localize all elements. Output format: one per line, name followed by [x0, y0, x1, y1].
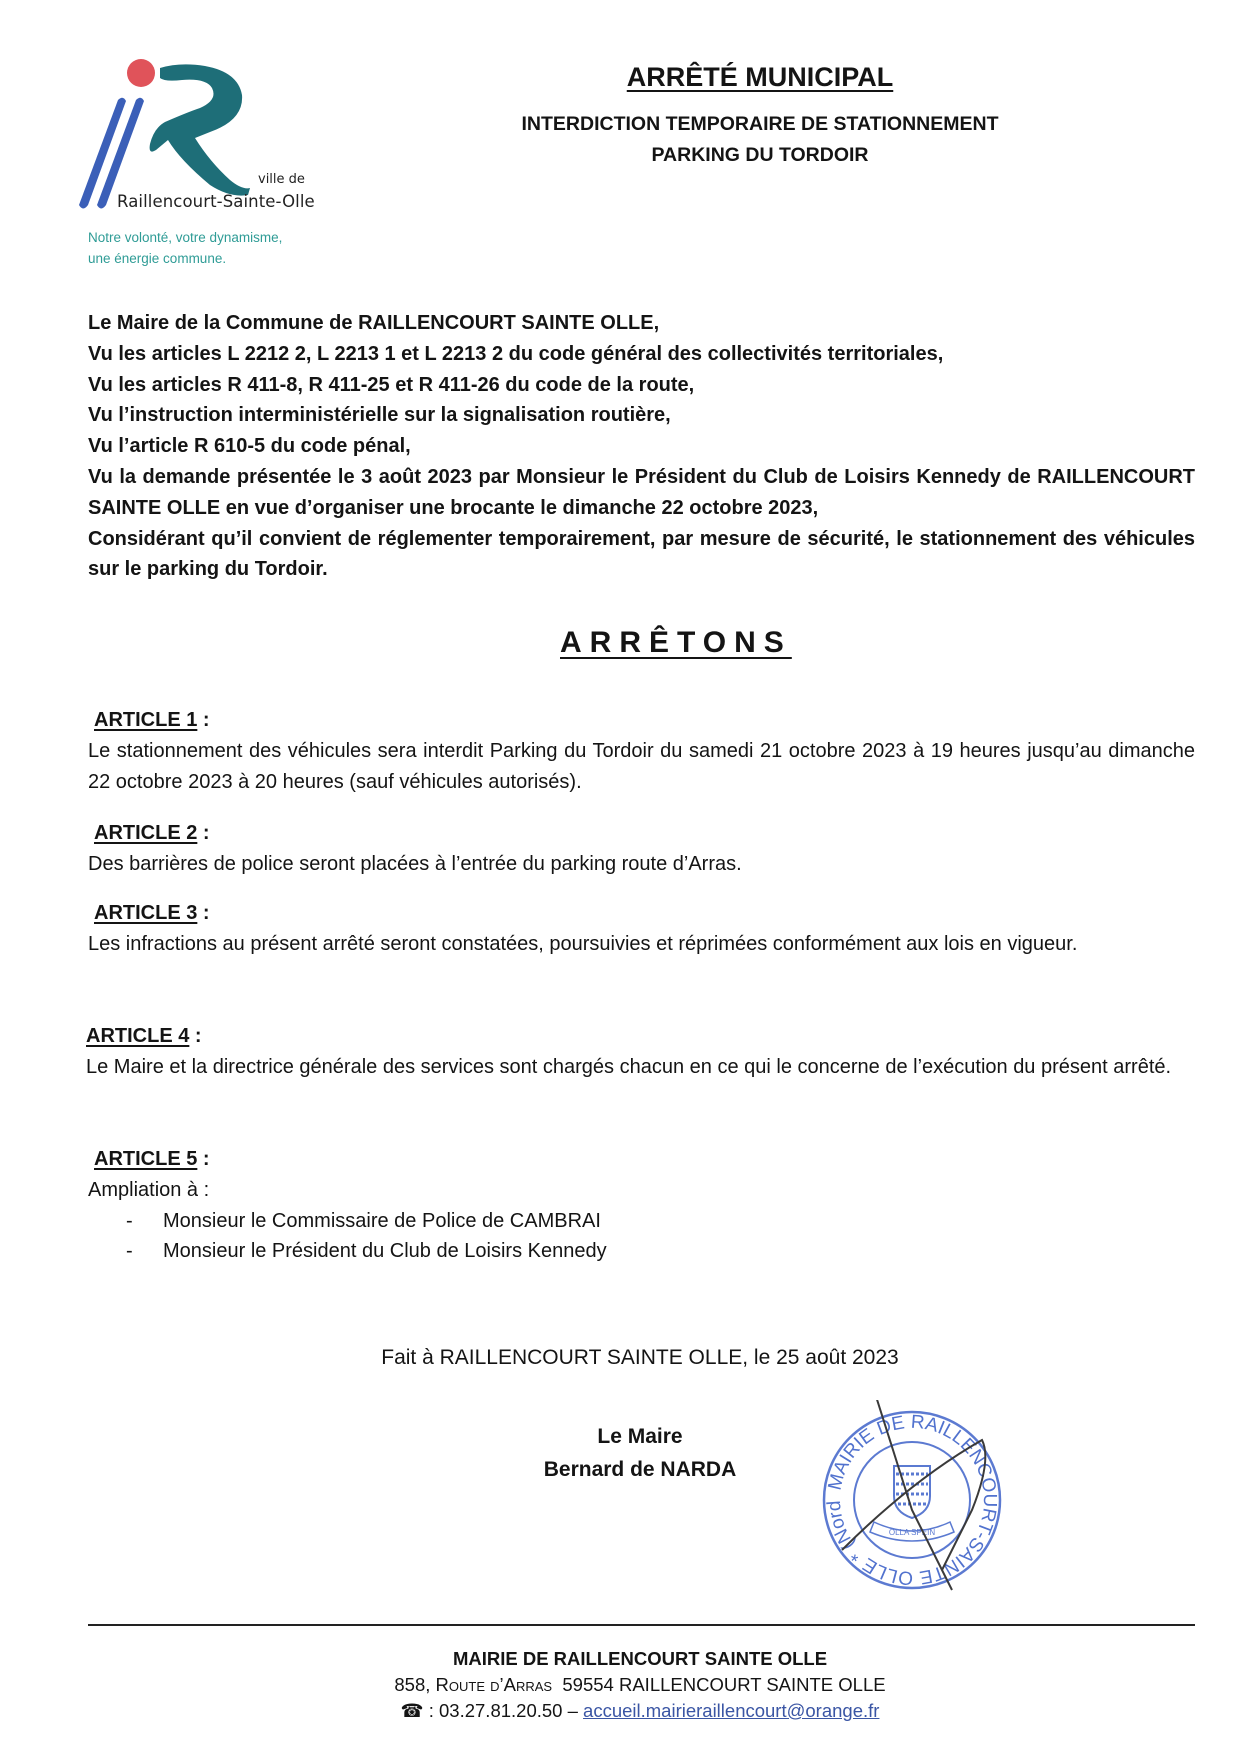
footer-contact: [200, 1700, 1080, 1722]
decision-heading: [560, 626, 792, 660]
slogan-line-2: une énergie commune.: [88, 251, 227, 266]
decision-heading-text: ARRÊTONS: [560, 626, 792, 659]
article-heading: [76, 1021, 1195, 1052]
address-city: 59554 RAILLENCOURT SAINTE OLLE: [552, 1674, 886, 1695]
preamble: [88, 308, 1195, 585]
article-label: ARTICLE 1: [94, 709, 198, 731]
list-item-text: Monsieur le Président du Club de Loisirs Kennedy: [163, 1240, 607, 1263]
stamp-ring-text: MAIRIE DE RAILLENCOURT-SAINTE OLLE * (Nord: [823, 1411, 1001, 1589]
logo-town-name: Raillencourt-Sainte-Olle: [117, 192, 315, 211]
preamble-line: Le Maire de la Commune de RAILLENCOURT SAINTE OLLE,: [88, 312, 660, 334]
footer-org: MAIRIE DE RAILLENCOURT SAINTE OLLE: [452, 1648, 828, 1669]
article-colon: :: [197, 822, 210, 844]
official-stamp: [812, 1400, 1012, 1600]
article-colon: :: [197, 709, 210, 731]
article-label: ARTICLE 3: [94, 902, 198, 924]
logo-ville-de: ville de: [258, 172, 305, 187]
place-and-date: Fait à RAILLENCOURT SAINTE OLLE, le 25 août 2023: [381, 1346, 899, 1369]
signatory-name: Bernard de NARDA: [543, 1458, 737, 1481]
article-1: [88, 705, 1195, 797]
article-colon: :: [189, 1025, 202, 1047]
list-bullet: -: [126, 1240, 133, 1263]
article-heading: [88, 1144, 1195, 1175]
article-heading: [88, 818, 1195, 849]
stamp-motto: OLLA SPEIN: [888, 1528, 936, 1537]
footer-phone: : 03.27.81.20.50 –: [423, 1700, 584, 1721]
footer-divider: [88, 1624, 1195, 1626]
article-label: ARTICLE 4: [86, 1025, 190, 1047]
address-street: Route d’Arras: [435, 1674, 553, 1695]
stamp-seal-icon: [812, 1400, 1012, 1600]
article-heading: [88, 898, 1195, 929]
article-body: Le Maire et la directrice générale des services sont chargés chacun en ce qui le concerne de l’exécution du présent arrêté.: [86, 1055, 1172, 1078]
article-body: Des barrières de police seront placées à l’entrée du parking route d’Arras.: [88, 852, 742, 875]
article-2: [88, 818, 1195, 880]
slogan-line-1: Notre volonté, votre dynamisme,: [88, 230, 283, 245]
distribution-list-item: [88, 1206, 1195, 1237]
preamble-line: Vu les articles L 2212 2, L 2213 1 et L 2213 2 du code général des collectivités territoriales,: [88, 342, 944, 365]
preamble-line: Vu l’article R 610-5 du code pénal,: [88, 435, 411, 458]
preamble-line: Vu les articles R 411-8, R 411-25 et R 411-26 du code de la route,: [88, 373, 695, 396]
article-colon: :: [197, 1148, 210, 1170]
address-number: 858,: [394, 1674, 436, 1695]
article-heading: [88, 705, 1195, 736]
title-text: ARRÊTÉ MUNICIPAL: [626, 62, 894, 92]
logo-letter-r: [150, 64, 250, 195]
preamble-line: Vu l’instruction interministérielle sur la signalisation routière,: [88, 404, 671, 427]
logo-dot: [127, 59, 155, 87]
article-4: [76, 1021, 1195, 1083]
telephone-icon: ☎: [400, 1700, 424, 1721]
article-5: [88, 1144, 1195, 1267]
preamble-line: Vu la demande présentée le 3 août 2023 par Monsieur le Président du Club de Loisirs Kennedy de RAILLENCOURT SAINTE OLLE en vue d’organiser une brocante le dimanche 22 octobre 2023,: [88, 465, 1195, 519]
preamble-line: Considérant qu’il convient de réglementer temporairement, par mesure de sécurité, le stationnement des véhicules sur le parking du Tordoir.: [88, 527, 1195, 581]
footer-address: [200, 1674, 1080, 1696]
article-body: Les infractions au présent arrêté seront constatées, poursuivies et réprimées conformément aux lois en vigueur.: [88, 932, 1078, 955]
signatory-role: Le Maire: [597, 1425, 683, 1448]
logo-slogan: [88, 227, 282, 269]
article-3: [88, 898, 1195, 960]
distribution-list-item: [88, 1236, 1195, 1267]
footer-email-link[interactable]: accueil.mairieraillencourt@orange.fr: [583, 1700, 880, 1721]
article-body: Le stationnement des véhicules sera interdit Parking du Tordoir du samedi 21 octobre 2023 à 19 heures jusqu’au dimanche 22 octobre 2023 à 20 heures (sauf véhicules autorisés).: [88, 739, 1195, 793]
article-colon: :: [197, 902, 210, 924]
list-bullet: -: [126, 1209, 133, 1232]
article-label: ARTICLE 2: [94, 822, 198, 844]
stamp-coat-of-arms-icon: [870, 1466, 954, 1541]
article-body: Ampliation à :: [88, 1178, 210, 1201]
article-label: ARTICLE 5: [94, 1148, 198, 1170]
document-title: [440, 62, 1080, 93]
list-item-text: Monsieur le Commissaire de Police de CAMBRAI: [163, 1209, 601, 1232]
subtitle-line-1: INTERDICTION TEMPORAIRE DE STATIONNEMENT: [521, 113, 999, 135]
subtitle-line-2: PARKING DU TORDOIR: [651, 144, 869, 166]
